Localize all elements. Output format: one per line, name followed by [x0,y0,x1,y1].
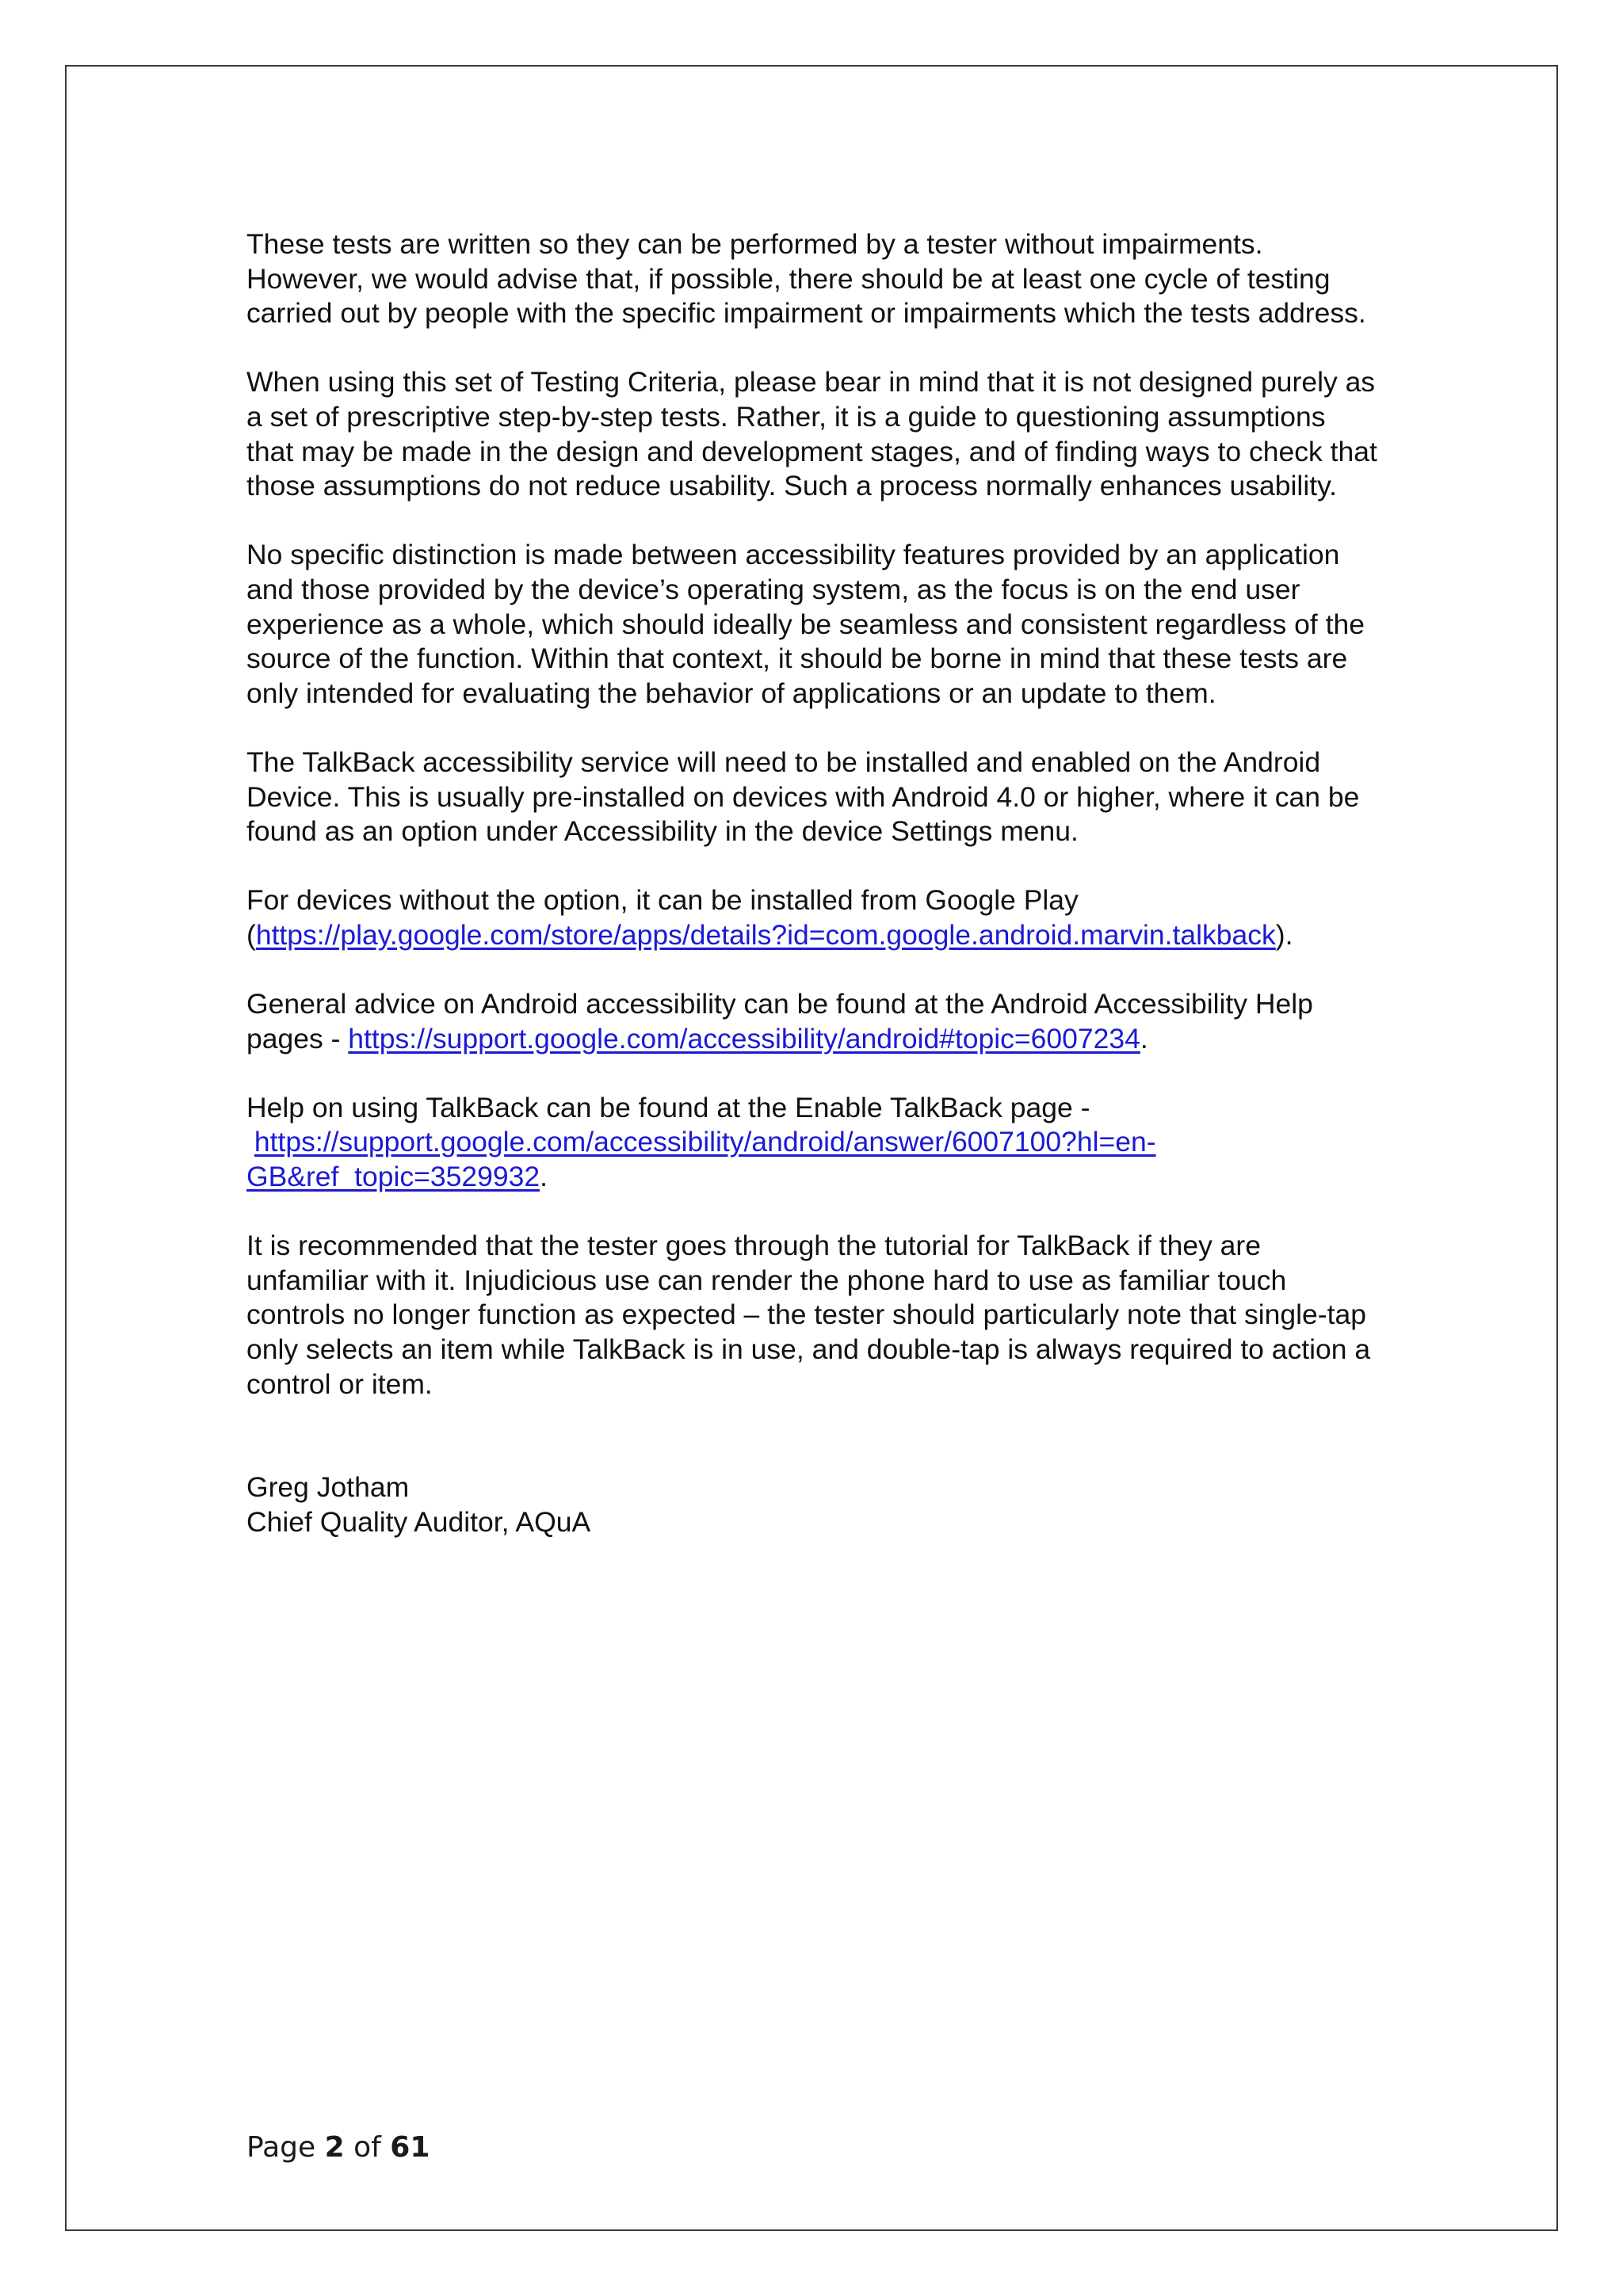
android-accessibility-help-link[interactable]: https://support.google.com/accessibility/android#topic=6007234 [348,1022,1140,1055]
document-body [246,227,1380,1539]
page-footer [246,2131,430,2164]
paragraph-testing-criteria: When using this set of Testing Criteria, please bear in mind that it is not designed purely as a set of prescriptive step-by-step tests. Rather, it is a guide to questioning assumptions that may be made in the design and development stages, and of finding ways to check that those assumptions do not reduce usability. Such a process normally enhances usability. [246,366,1377,502]
google-play-text: For devices without the option, it can be installed from Google Play [246,884,1079,917]
paragraph-tester-impairments: These tests are written so they can be performed by a tester without impairments. However, we would advise that, if possible, there should be at least one cycle of testing carried out by people with the specific impairment or impairments which the tests address. [246,228,1366,330]
signature-block [246,1470,1380,1539]
page-number: 2 [324,2131,345,2164]
paragraph-android-advice: General advice on Android accessibility can be found at the Android Accessibility Help pages - https://support.google.com/accessibility/android#topic=6007234. [246,988,1313,1055]
of-word: of [353,2131,381,2164]
signature-title: Chief Quality Auditor, AQuA [246,1505,591,1538]
enable-talkback-link-line1[interactable]: https://support.google.com/accessibility/android/answer/6007100?hl=en- [254,1126,1156,1158]
paragraph-accessibility-distinction: No specific distinction is made between accessibility features provided by an application and those provided by the device’s operating system, as the focus is on the end user experience as a whole, which should ideally be seamless and consistent regardless of the source of the function. Within that context, it should be borne in mind that these tests are only intended for evaluating the behavior of applications or an update to them. [246,539,1365,709]
total-pages: 61 [390,2131,430,2164]
paragraph-tutorial-recommendation: It is recommended that the tester goes through the tutorial for TalkBack if they are unfamiliar with it. Injudicious use can render the phone hard to use as familiar touch controls no longer function as expected – the tester should particularly note that single-tap only selects an item while TalkBack is in use, and double-tap is always required to action a control or item. [246,1230,1371,1400]
paragraph-talkback-help: Help on using TalkBack can be found at the Enable TalkBack page - https://support.google.com/accessibility/android/answer/6007100?hl=en- GB&ref_topic=3529932. [246,1091,1156,1193]
talkback-play-store-link[interactable]: https://play.google.com/store/apps/details?id=com.google.android.marvin.talkback [255,918,1276,951]
signature-name: Greg Jotham [246,1471,410,1504]
page-word: Page [246,2131,316,2164]
paragraph-talkback-service: The TalkBack accessibility service will need to be installed and enabled on the Android Device. This is usually pre-installed on devices with Android 4.0 or higher, where it can be found as an option under Accessibility in the device Settings menu. [246,746,1360,848]
paragraph-google-play: For devices without the option, it can be installed from Google Play (https://play.google.com/store/apps/details?id=com.google.android.marvin.talkback). [246,884,1293,951]
talkback-help-text: Help on using TalkBack can be found at the Enable TalkBack page - [246,1091,1090,1123]
enable-talkback-link-line2[interactable]: GB&ref_topic=3529932 [246,1161,540,1193]
android-advice-text: General advice on Android accessibility can be found at the Android Accessibility Help pages - [246,988,1313,1055]
